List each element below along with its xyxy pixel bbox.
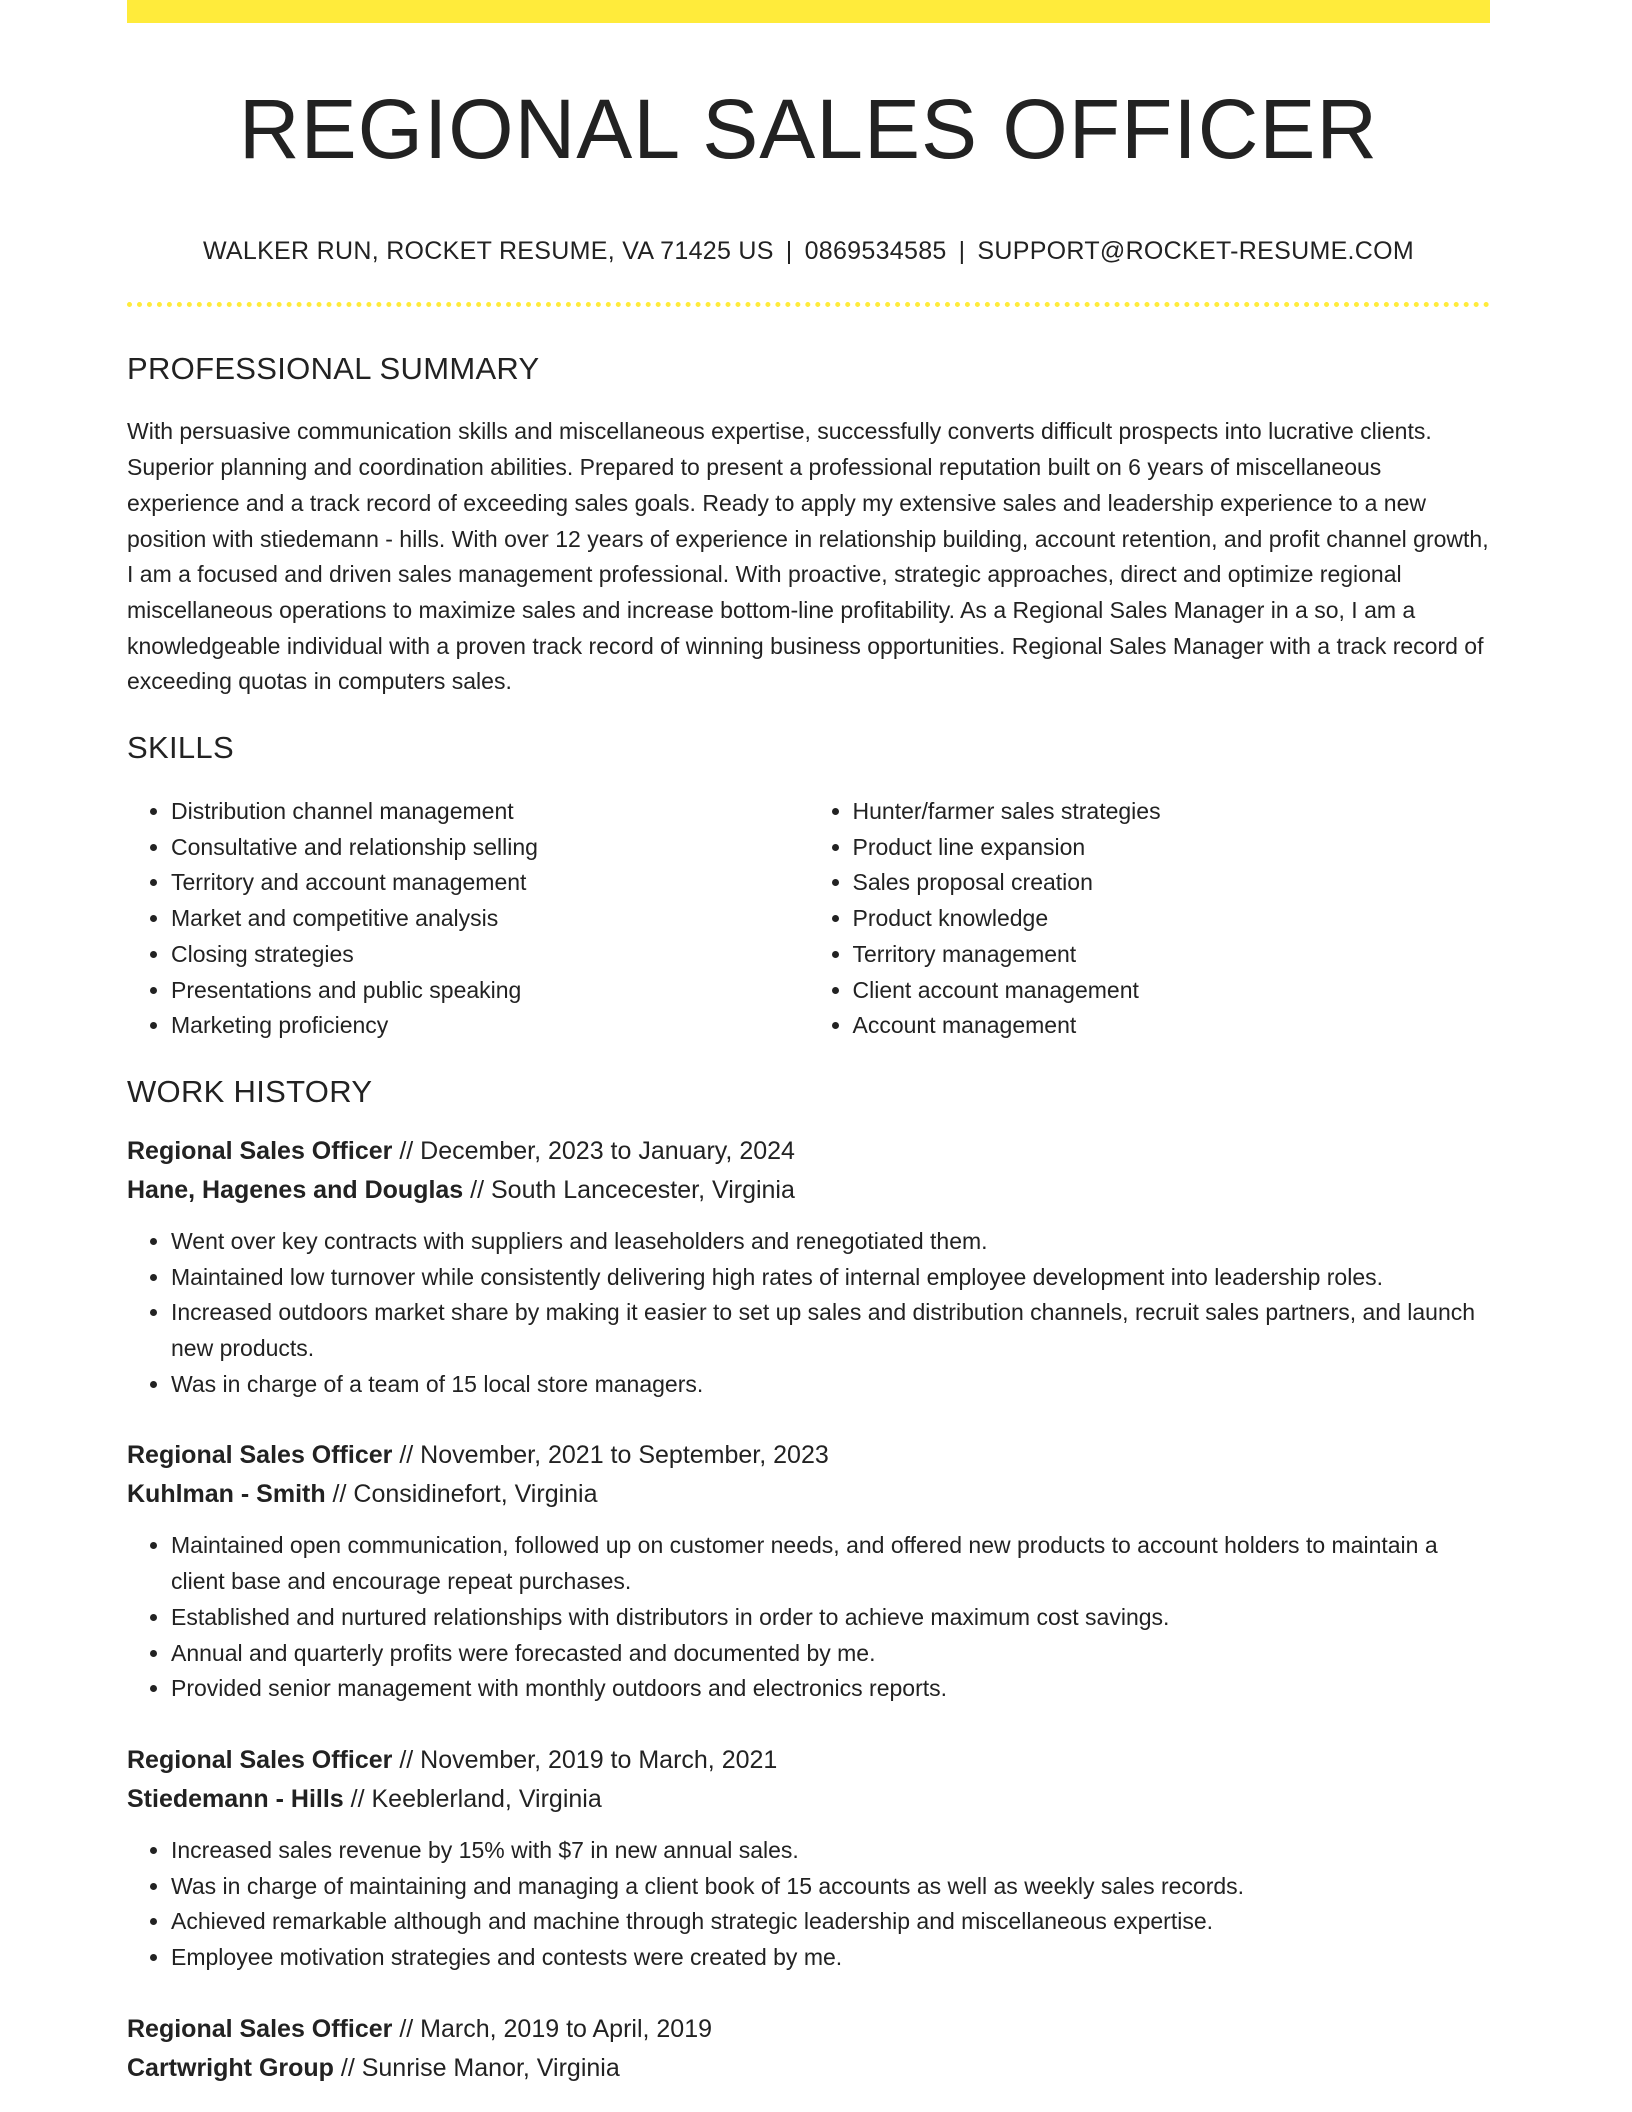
job-entry	[127, 1436, 1490, 1707]
job-bullet: • Increased sales revenue by 15% with $7 in new annual sales.	[171, 1833, 1490, 1869]
job-role: Regional Sales Officer	[127, 1136, 393, 1165]
skills-column-right	[809, 794, 1491, 1044]
job-company: Cartwright Group	[127, 2053, 334, 2082]
job-bullet: • Established and nurtured relationships with distributors in order to achieve maximum cost savings.	[171, 1600, 1490, 1636]
job-company: Kuhlman - Smith	[127, 1480, 326, 1509]
job-entry	[127, 1741, 1490, 1976]
skill-item: • Marketing proficiency	[171, 1008, 809, 1044]
job-bullet: • Was in charge of a team of 15 local store managers.	[171, 1367, 1490, 1403]
skill-item: • Sales proposal creation	[853, 865, 1491, 901]
job-role: Regional Sales Officer	[127, 1745, 393, 1774]
job-company-line	[127, 2049, 1490, 2088]
job-bullet: • Achieved remarkable although and machine through strategic leadership and miscellaneous expertise.	[171, 1904, 1490, 1940]
job-role: Regional Sales Officer	[127, 1441, 393, 1470]
contact-separator: |	[958, 237, 966, 266]
job-dates: // March, 2019 to April, 2019	[392, 2014, 713, 2043]
resume-title: REGIONAL SALES OFFICER	[238, 82, 1379, 176]
contact-separator: |	[785, 237, 793, 266]
job-bullet: • Was in charge of maintaining and managing a client book of 15 accounts as well as weekly sales records.	[171, 1869, 1490, 1905]
contact-address: WALKER RUN, ROCKET RESUME, VA 71425 US	[202, 237, 774, 266]
skill-item: • Consultative and relationship selling	[171, 830, 809, 866]
job-company-line	[127, 1171, 1490, 1210]
skill-item: • Closing strategies	[171, 937, 809, 973]
job-dates: // December, 2023 to January, 2024	[392, 1136, 795, 1165]
skills-heading: SKILLS	[127, 730, 234, 766]
skill-item: • Product knowledge	[853, 901, 1491, 937]
job-company-line	[127, 1475, 1490, 1514]
job-company-line	[127, 1780, 1490, 1819]
job-title-line	[127, 1741, 1490, 1780]
job-title-line	[127, 2010, 1490, 2049]
job-title-line	[127, 1436, 1490, 1475]
job-location: // South Lancecester, Virginia	[463, 1175, 795, 1204]
job-bullet: • Went over key contracts with suppliers and leaseholders and renegotiated them.	[171, 1224, 1490, 1260]
skill-item: • Territory and account management	[171, 865, 809, 901]
job-company: Stiedemann - Hills	[127, 1784, 344, 1813]
skill-item: • Hunter/farmer sales strategies	[853, 794, 1491, 830]
skill-item: • Territory management	[853, 937, 1491, 973]
job-bullet: • Maintained open communication, followed up on customer needs, and offered new products to account holders to maintain a client base and encourage repeat purchases.	[171, 1528, 1490, 1599]
contact-email[interactable]: SUPPORT@ROCKET-RESUME.COM	[977, 237, 1415, 266]
job-bullet: • Annual and quarterly profits were forecasted and documented by me.	[171, 1636, 1490, 1672]
skills-column-left	[127, 794, 809, 1044]
job-location: // Considinefort, Virginia	[325, 1480, 598, 1509]
skill-item: • Distribution channel management	[171, 794, 809, 830]
job-dates: // November, 2019 to March, 2021	[392, 1745, 778, 1774]
job-dates: // November, 2021 to September, 2023	[392, 1441, 829, 1470]
job-bullets	[127, 1224, 1490, 1403]
skill-item: • Account management	[853, 1008, 1491, 1044]
job-bullets	[127, 1833, 1490, 1976]
job-role: Regional Sales Officer	[127, 2014, 393, 2043]
job-bullet: • Maintained low turnover while consistently delivering high rates of internal employee development into leadership roles.	[171, 1260, 1490, 1296]
job-entry	[127, 1132, 1490, 1403]
job-bullets	[127, 1528, 1490, 1707]
contact-phone: 0869534585	[804, 237, 947, 266]
skill-item: • Client account management	[853, 973, 1491, 1009]
accent-top-bar	[127, 0, 1490, 23]
job-bullet: • Employee motivation strategies and contests were created by me.	[171, 1940, 1490, 1976]
job-location: // Keeblerland, Virginia	[343, 1784, 602, 1813]
summary-text: With persuasive communication skills and miscellaneous expertise, successfully converts difficult prospects into lucrative clients. Superior planning and coordination abilities. Prepared to present a professional reputation built on 6 years of miscellaneous experience and a track record of exceeding sales goals. Ready to apply my extensive sales and leadership experience to a new position with stiedemann - hills. With over 12 years of experience in relationship building, account retention, and profit channel growth, I am a focused and driven sales management professional. With proactive, strategic approaches, direct and optimize regional miscellaneous operations to maximize sales and increase bottom-line profitability. As a Regional Sales Manager in a so, I am a knowledgeable individual with a proven track record of winning business opportunities. Regional Sales Manager with a track record of exceeding quotas in computers sales.	[127, 418, 1489, 695]
job-company: Hane, Hagenes and Douglas	[127, 1175, 464, 1204]
job-bullet: • Provided senior management with monthly outdoors and electronics reports.	[171, 1671, 1490, 1707]
job-location: // Sunrise Manor, Virginia	[333, 2053, 620, 2082]
skill-item: • Product line expansion	[853, 830, 1491, 866]
job-title-line	[127, 1132, 1490, 1171]
job-entry	[127, 2010, 1490, 2088]
skill-item: • Market and competitive analysis	[171, 901, 809, 937]
skills-list	[127, 794, 1490, 1044]
summary-heading: PROFESSIONAL SUMMARY	[127, 351, 540, 387]
contact-line	[127, 237, 1490, 266]
dotted-divider	[127, 302, 1490, 307]
job-bullet: • Increased outdoors market share by making it easier to set up sales and distribution channels, recruit sales partners, and launch new products.	[171, 1295, 1490, 1366]
resume-page	[127, 0, 1490, 2088]
skill-item: • Presentations and public speaking	[171, 973, 809, 1009]
work-history-heading: WORK HISTORY	[127, 1073, 373, 1109]
